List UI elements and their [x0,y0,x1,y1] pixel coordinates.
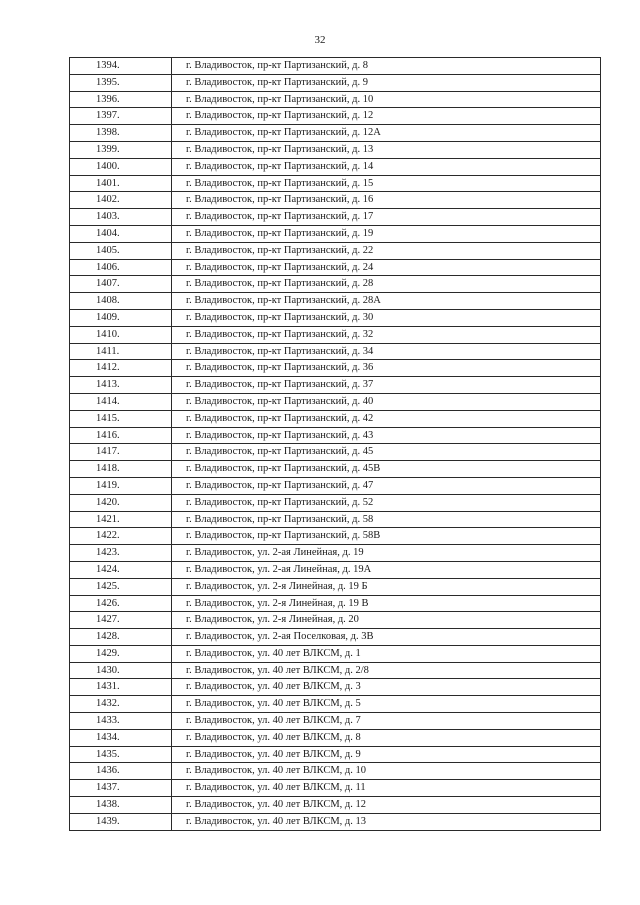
table-row [70,679,601,696]
row-number: 1419. [70,477,172,494]
row-number: 1428. [70,629,172,646]
row-address: г. Владивосток, пр-кт Партизанский, д. 58В [172,528,601,545]
row-address: г. Владивосток, пр-кт Партизанский, д. 36 [172,360,601,377]
row-address: г. Владивосток, пр-кт Партизанский, д. 14 [172,158,601,175]
row-number: 1400. [70,158,172,175]
row-address: г. Владивосток, ул. 40 лет ВЛКСМ, д. 10 [172,763,601,780]
row-number: 1412. [70,360,172,377]
row-number: 1424. [70,561,172,578]
row-address: г. Владивосток, пр-кт Партизанский, д. 32 [172,326,601,343]
row-number: 1421. [70,511,172,528]
table-row [70,528,601,545]
row-address: г. Владивосток, пр-кт Партизанский, д. 8 [172,58,601,75]
table-row [70,276,601,293]
row-address: г. Владивосток, ул. 2-я Линейная, д. 20 [172,612,601,629]
row-number: 1418. [70,461,172,478]
row-address: г. Владивосток, ул. 2-ая Линейная, д. 19 [172,545,601,562]
row-address: г. Владивосток, пр-кт Партизанский, д. 19 [172,225,601,242]
row-number: 1414. [70,393,172,410]
table-row [70,393,601,410]
table-row [70,595,601,612]
table-row [70,578,601,595]
row-address: г. Владивосток, пр-кт Партизанский, д. 16 [172,192,601,209]
row-number: 1430. [70,662,172,679]
row-address: г. Владивосток, пр-кт Партизанский, д. 30 [172,309,601,326]
row-number: 1417. [70,444,172,461]
page-number: 32 [314,34,326,46]
row-number: 1433. [70,713,172,730]
table-row [70,192,601,209]
address-table [69,57,601,831]
row-address: г. Владивосток, ул. 40 лет ВЛКСМ, д. 7 [172,713,601,730]
table-row [70,125,601,142]
table-row [70,74,601,91]
table-row [70,780,601,797]
row-number: 1420. [70,494,172,511]
row-address: г. Владивосток, пр-кт Партизанский, д. 22 [172,242,601,259]
row-number: 1403. [70,209,172,226]
table-row [70,141,601,158]
row-address: г. Владивосток, пр-кт Партизанский, д. 17 [172,209,601,226]
row-number: 1431. [70,679,172,696]
row-address: г. Владивосток, ул. 40 лет ВЛКСМ, д. 3 [172,679,601,696]
table-row [70,696,601,713]
row-number: 1398. [70,125,172,142]
address-table-body [70,58,601,831]
row-address: г. Владивосток, ул. 40 лет ВЛКСМ, д. 5 [172,696,601,713]
row-address: г. Владивосток, ул. 2-ая Поселковая, д. 3В [172,629,601,646]
row-address: г. Владивосток, ул. 40 лет ВЛКСМ, д. 9 [172,746,601,763]
table-row [70,360,601,377]
table-row [70,494,601,511]
row-address: г. Владивосток, ул. 40 лет ВЛКСМ, д. 1 [172,645,601,662]
table-row [70,309,601,326]
row-address: г. Владивосток, пр-кт Партизанский, д. 28А [172,293,601,310]
row-number: 1401. [70,175,172,192]
row-address: г. Владивосток, пр-кт Партизанский, д. 34 [172,343,601,360]
table-row [70,561,601,578]
row-address: г. Владивосток, пр-кт Партизанский, д. 24 [172,259,601,276]
row-number: 1396. [70,91,172,108]
row-number: 1408. [70,293,172,310]
table-row [70,158,601,175]
row-number: 1423. [70,545,172,562]
table-row [70,259,601,276]
row-address: г. Владивосток, ул. 40 лет ВЛКСМ, д. 12 [172,797,601,814]
row-address: г. Владивосток, ул. 2-я Линейная, д. 19 Б [172,578,601,595]
row-number: 1411. [70,343,172,360]
row-address: г. Владивосток, пр-кт Партизанский, д. 28 [172,276,601,293]
table-row [70,377,601,394]
table-row [70,662,601,679]
row-address: г. Владивосток, пр-кт Партизанский, д. 45 [172,444,601,461]
row-number: 1415. [70,410,172,427]
row-number: 1402. [70,192,172,209]
table-row [70,293,601,310]
row-address: г. Владивосток, пр-кт Партизанский, д. 47 [172,477,601,494]
row-number: 1439. [70,813,172,830]
row-address: г. Владивосток, пр-кт Партизанский, д. 58 [172,511,601,528]
table-row [70,91,601,108]
row-address: г. Владивосток, ул. 2-ая Линейная, д. 19А [172,561,601,578]
row-number: 1422. [70,528,172,545]
row-number: 1406. [70,259,172,276]
row-address: г. Владивосток, пр-кт Партизанский, д. 9 [172,74,601,91]
row-address: г. Владивосток, ул. 40 лет ВЛКСМ, д. 8 [172,729,601,746]
row-address: г. Владивосток, пр-кт Партизанский, д. 52 [172,494,601,511]
table-row [70,729,601,746]
table-row [70,797,601,814]
row-address: г. Владивосток, пр-кт Партизанский, д. 45В [172,461,601,478]
row-number: 1416. [70,427,172,444]
table-row [70,326,601,343]
row-number: 1404. [70,225,172,242]
table-row [70,444,601,461]
table-row [70,545,601,562]
row-number: 1429. [70,645,172,662]
row-number: 1413. [70,377,172,394]
row-address: г. Владивосток, ул. 40 лет ВЛКСМ, д. 2/8 [172,662,601,679]
table-row [70,645,601,662]
row-number: 1410. [70,326,172,343]
row-address: г. Владивосток, пр-кт Партизанский, д. 13 [172,141,601,158]
row-number: 1397. [70,108,172,125]
row-address: г. Владивосток, пр-кт Партизанский, д. 37 [172,377,601,394]
row-number: 1436. [70,763,172,780]
row-number: 1427. [70,612,172,629]
table-row [70,58,601,75]
row-number: 1394. [70,58,172,75]
table-row [70,612,601,629]
row-address: г. Владивосток, пр-кт Партизанский, д. 42 [172,410,601,427]
table-row [70,209,601,226]
row-address: г. Владивосток, ул. 2-я Линейная, д. 19 В [172,595,601,612]
row-number: 1399. [70,141,172,158]
table-row [70,461,601,478]
table-row [70,175,601,192]
row-number: 1426. [70,595,172,612]
table-row [70,763,601,780]
row-address: г. Владивосток, пр-кт Партизанский, д. 10 [172,91,601,108]
table-row [70,242,601,259]
table-row [70,713,601,730]
table-row [70,427,601,444]
table-row [70,477,601,494]
row-address: г. Владивосток, пр-кт Партизанский, д. 12 [172,108,601,125]
row-address: г. Владивосток, пр-кт Партизанский, д. 12А [172,125,601,142]
table-row [70,343,601,360]
row-number: 1438. [70,797,172,814]
row-address: г. Владивосток, ул. 40 лет ВЛКСМ, д. 13 [172,813,601,830]
table-row [70,813,601,830]
row-number: 1425. [70,578,172,595]
table-row [70,511,601,528]
row-number: 1395. [70,74,172,91]
row-number: 1437. [70,780,172,797]
table-row [70,746,601,763]
row-number: 1409. [70,309,172,326]
table-row [70,629,601,646]
table-row [70,225,601,242]
row-address: г. Владивосток, пр-кт Партизанский, д. 40 [172,393,601,410]
row-address: г. Владивосток, ул. 40 лет ВЛКСМ, д. 11 [172,780,601,797]
row-address: г. Владивосток, пр-кт Партизанский, д. 15 [172,175,601,192]
row-number: 1434. [70,729,172,746]
row-address: г. Владивосток, пр-кт Партизанский, д. 43 [172,427,601,444]
table-row [70,410,601,427]
row-number: 1435. [70,746,172,763]
table-row [70,108,601,125]
row-number: 1407. [70,276,172,293]
row-number: 1432. [70,696,172,713]
row-number: 1405. [70,242,172,259]
